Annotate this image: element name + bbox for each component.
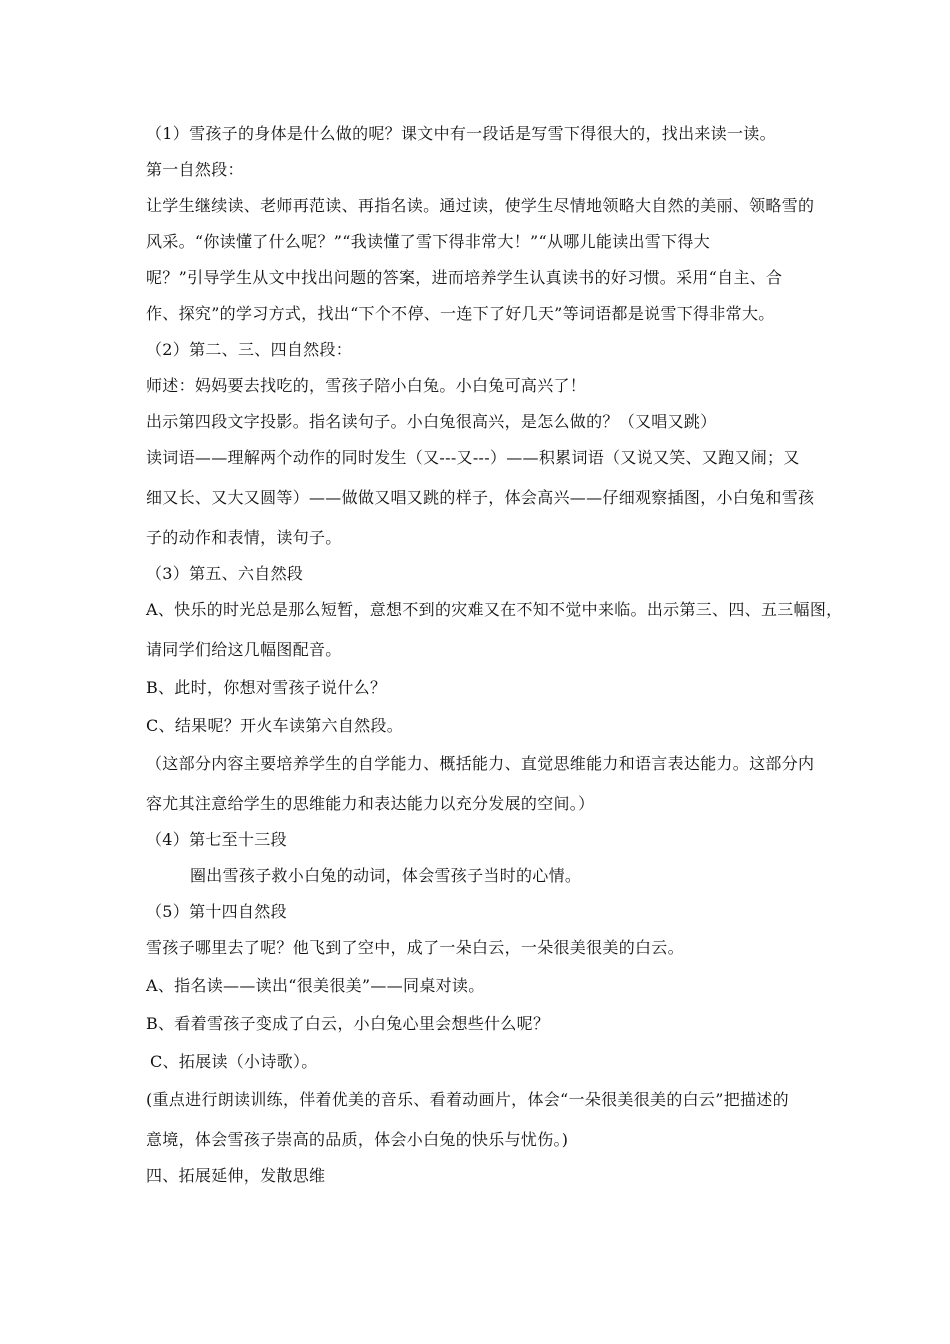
paragraph-line: 让学生继续读、老师再范读、再指名读。通过读，使学生尽情地领略大自然的美丽、领略雪的	[146, 196, 815, 215]
paragraph-line: C、结果呢？开火车读第六自然段。	[146, 716, 404, 735]
section-1-heading: （1）雪孩子的身体是什么做的呢？课文中有一段话是写雪下得很大的，找出来读一读。	[146, 124, 776, 143]
paragraph-line: (重点进行朗读训练，伴着优美的音乐、看着动画片，体会“一朵很美很美的白云”把描述的	[146, 1090, 789, 1109]
paragraph-line: A、快乐的时光总是那么短暂，意想不到的灾难又在不知不觉中来临。出示第三、四、五三幅图，	[146, 600, 843, 619]
paragraph-label: 第一自然段：	[146, 160, 244, 179]
paragraph-line: 圈出雪孩子救小白兔的动词，体会雪孩子当时的心情。	[190, 866, 582, 885]
section-4-heading: （4）第七至十三段	[146, 830, 287, 849]
paragraph-line: C、拓展读（小诗歌）。	[150, 1052, 318, 1071]
paragraph-line: 风采。“你读懂了什么呢？”“我读懂了雪下得非常大！”“从哪儿能读出雪下得大	[146, 232, 710, 251]
paragraph-line: 作、探究”的学习方式，找出“下个不停、一连下了好几天”等词语都是说雪下得非常大。	[146, 304, 775, 323]
section-3-heading: （3）第五、六自然段	[146, 564, 304, 583]
paragraph-line: B、看着雪孩子变成了白云，小白兔心里会想些什么呢？	[146, 1014, 550, 1033]
paragraph-line: B、此时，你想对雪孩子说什么？	[146, 678, 387, 697]
paragraph-line: 师述：妈妈要去找吃的，雪孩子陪小白兔。小白兔可高兴了！	[146, 376, 587, 395]
paragraph-line: 呢？”引导学生从文中找出问题的答案，进而培养学生认真读书的好习惯。采用“自主、合	[146, 268, 783, 287]
paragraph-line: 读词语——理解两个动作的同时发生（又---又---）——积累词语（又说又笑、又跑又闹；又	[146, 448, 800, 467]
section-2-heading: （2）第二、三、四自然段：	[146, 340, 353, 359]
paragraph-line: 意境，体会雪孩子崇高的品质，体会小白兔的快乐与忧伤。)	[146, 1130, 569, 1149]
paragraph-line: （这部分内容主要培养学生的自学能力、概括能力、直觉思维能力和语言表达能力。这部分内	[146, 754, 815, 773]
paragraph-line: 细又长、又大又圆等）——做做又唱又跳的样子，体会高兴——仔细观察插图，小白兔和雪孩	[146, 488, 815, 507]
paragraph-line: 出示第四段文字投影。指名读句子。小白兔很高兴，是怎么做的？（又唱又跳）	[146, 412, 717, 431]
section-4-main-heading: 四、拓展延伸，发散思维	[146, 1166, 326, 1185]
paragraph-line: 请同学们给这几幅图配音。	[146, 640, 342, 659]
section-5-heading: （5）第十四自然段	[146, 902, 287, 921]
document-body	[146, 122, 843, 1188]
paragraph-line: 子的动作和表情，读句子。	[146, 528, 342, 547]
paragraph-line: A、指名读——读出“很美很美”——同桌对读。	[146, 976, 485, 995]
paragraph-line: 容尤其注意给学生的思维能力和表达能力以充分发展的空间。）	[146, 794, 595, 813]
paragraph-line: 雪孩子哪里去了呢？他飞到了空中，成了一朵白云，一朵很美很美的白云。	[146, 938, 684, 957]
